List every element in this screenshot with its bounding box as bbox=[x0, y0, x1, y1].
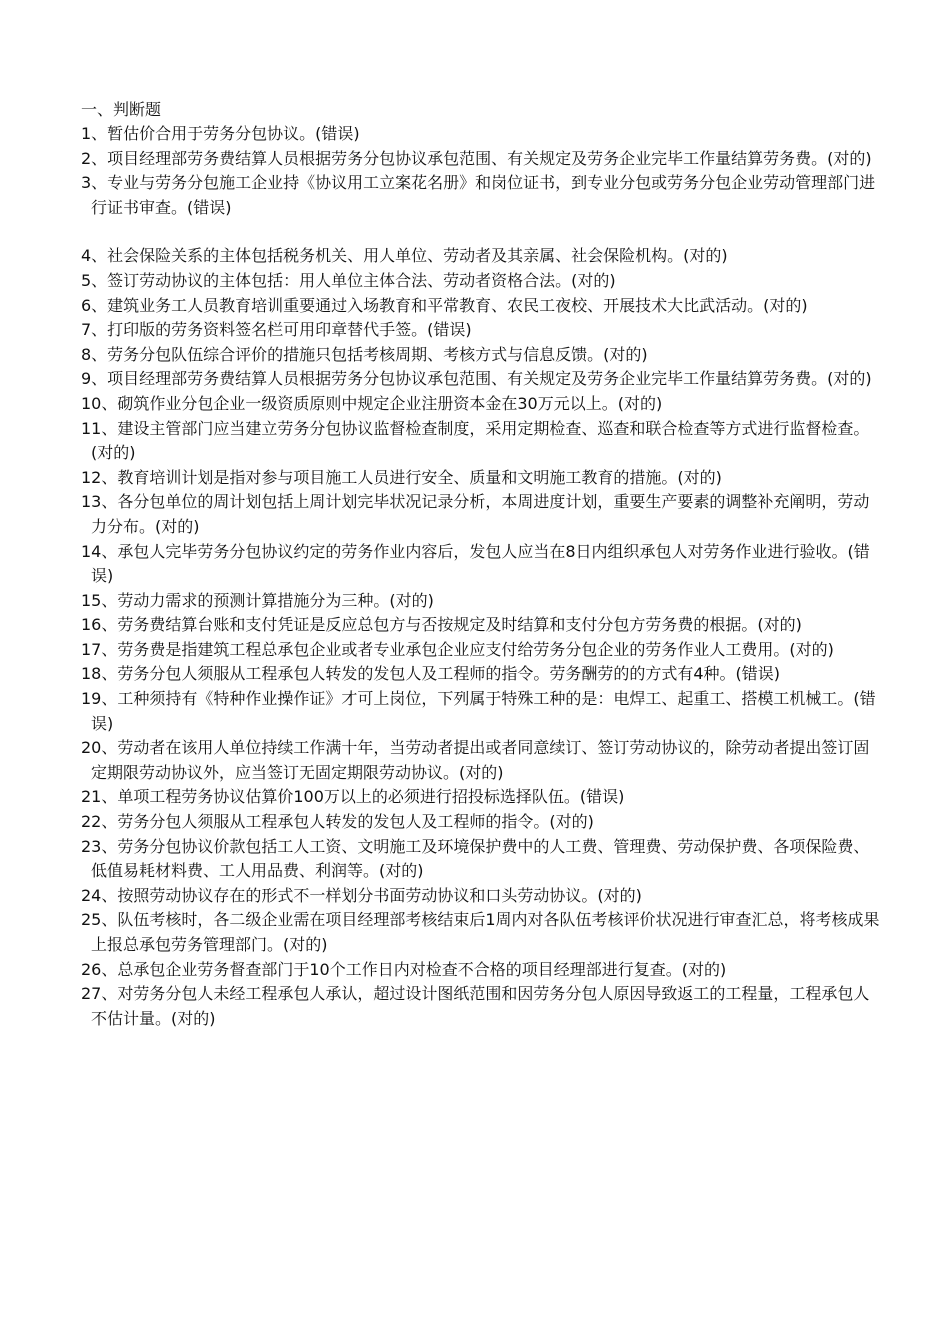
question-item-8: 8、劳务分包队伍综合评价的措施只包括考核周期、考核方式与信息反馈。(对的) bbox=[81, 344, 648, 364]
question-item-12: 12、教育培训计划是指对参与项目施工人员进行安全、质量和文明施工教育的措施。(对的) bbox=[81, 467, 722, 487]
question-item-25: 25、队伍考核时，各二级企业需在项目经理部考核结束后1周内对各队伍考核评价状况进行审查汇总，将考核成果上报总承包劳务管理部门。(对的) bbox=[81, 910, 880, 954]
question-item-22: 22、劳务分包人须服从工程承包人转发的发包人及工程师的指令。(对的) bbox=[81, 812, 594, 832]
question-item-15: 15、劳动力需求的预测计算措施分为三种。(对的) bbox=[81, 590, 434, 610]
question-item-27: 27、对劳务分包人未经工程承包人承认，超过设计图纸范围和因劳务分包人原因导致返工的工程量，工程承包人不估计量。(对的) bbox=[81, 984, 870, 1028]
question-item-19: 19、工种须持有《特种作业操作证》才可上岗位，下列属于特殊工种的是：电焊工、起重工、搭模工机械工。(错误) bbox=[81, 689, 876, 733]
question-item-3: 3、专业与劳务分包施工企业持《协议用工立案花名册》和岗位证书，到专业分包或劳务分包企业劳动管理部门进行证书审查。(错误) bbox=[81, 173, 876, 217]
question-item-26: 26、总承包企业劳务督查部门于10个工作日内对检查不合格的项目经理部进行复查。(对的) bbox=[81, 959, 727, 979]
question-item-7: 7、打印版的劳务资料签名栏可用印章替代手签。(错误) bbox=[81, 320, 472, 340]
question-list bbox=[81, 122, 880, 1031]
question-item-4: 4、社会保险关系的主体包括税务机关、用人单位、劳动者及其亲属、社会保险机构。(对的) bbox=[81, 246, 728, 266]
question-item-6: 6、建筑业务工人员教育培训重要通过入场教育和平常教育、农民工夜校、开展技术大比武活动。(对的) bbox=[81, 295, 808, 315]
question-item-16: 16、劳务费结算台账和支付凭证是反应总包方与否按规定及时结算和支付分包方劳务费的根据。(对的) bbox=[81, 615, 802, 635]
question-item-11: 11、建设主管部门应当建立劳务分包协议监督检查制度，采用定期检查、巡查和联合检查等方式进行监督检查。(对的) bbox=[81, 418, 870, 463]
question-item-13: 13、各分包单位的周计划包括上周计划完毕状况记录分析，本周进度计划，重要生产要素的调整补充阐明，劳动力分布。(对的) bbox=[81, 492, 870, 536]
question-item-5: 5、签订劳动协议的主体包括：用人单位主体合法、劳动者资格合法。(对的) bbox=[81, 270, 616, 290]
question-item-10: 10、砌筑作业分包企业一级资质原则中规定企业注册资本金在30万元以上。(对的) bbox=[81, 393, 663, 413]
question-item-20: 20、劳动者在该用人单位持续工作满十年，当劳动者提出或者同意续订、签订劳动协议的，除劳动者提出签订固定期限劳动协议外，应当签订无固定期限劳动协议。(对的) bbox=[81, 738, 870, 782]
question-item-17: 17、劳务费是指建筑工程总承包企业或者专业承包企业应支付给劳务分包企业的劳务作业人工费用。(对的) bbox=[81, 639, 834, 659]
section-title: 一、判断题 bbox=[81, 100, 162, 119]
question-item-21: 21、单项工程劳务协议估算价100万以上的必须进行招投标选择队伍。(错误) bbox=[81, 787, 625, 807]
question-item-18: 18、劳务分包人须服从工程承包人转发的发包人及工程师的指令。劳务酬劳的的方式有4种。(错误) bbox=[81, 664, 781, 684]
question-item-1: 1、暂估价合用于劳务分包协议。(错误) bbox=[81, 124, 360, 143]
question-item-14: 14、承包人完毕劳务分包协议约定的劳务作业内容后，发包人应当在8日内组织承包人对劳务作业进行验收。(错误) bbox=[81, 541, 870, 586]
question-item-9: 9、项目经理部劳务费结算人员根据劳务分包协议承包范围、有关规定及劳务企业完毕工作量结算劳务费。(对的) bbox=[81, 369, 872, 389]
question-item-24: 24、按照劳动协议存在的形式不一样划分书面劳动协议和口头劳动协议。(对的) bbox=[81, 885, 642, 905]
question-item-2: 2、项目经理部劳务费结算人员根据劳务分包协议承包范围、有关规定及劳务企业完毕工作量结算劳务费。(对的) bbox=[81, 148, 872, 168]
question-item-23: 23、劳务分包协议价款包括工人工资、文明施工及环境保护费中的人工费、管理费、劳动保护费、各项保险费、低值易耗材料费、工人用品费、利润等。(对的) bbox=[81, 836, 870, 881]
